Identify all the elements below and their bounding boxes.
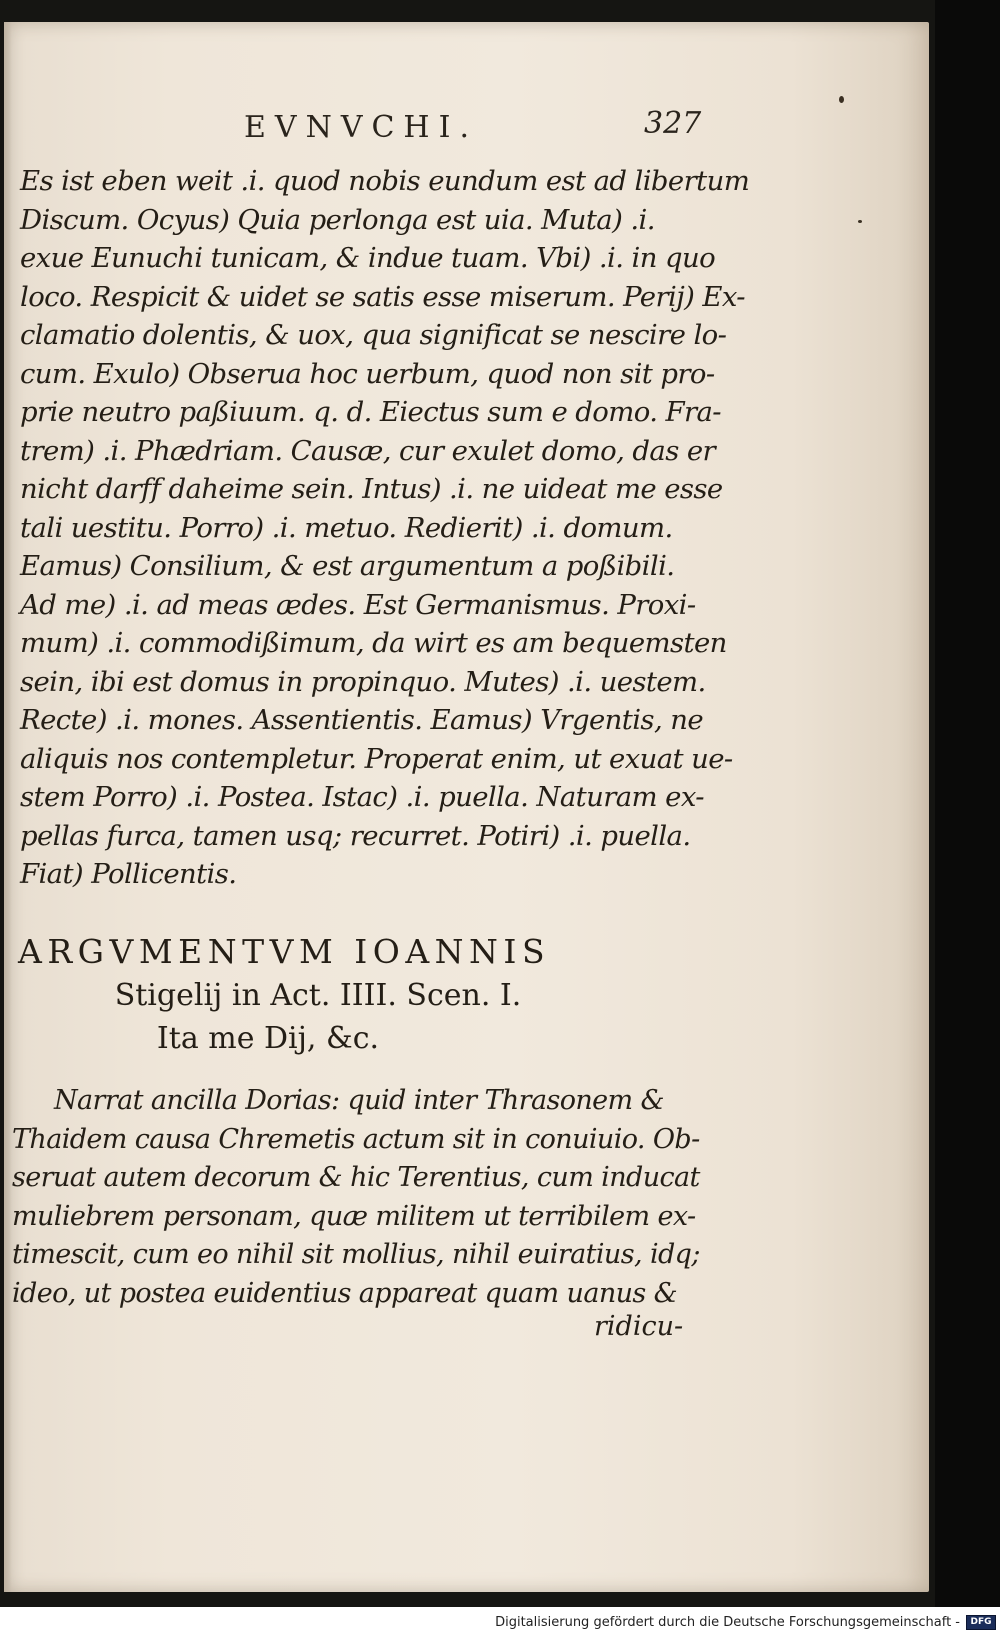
commentary-line: Eamus) Consilium, & est argumentum a poßibili. [20, 550, 675, 582]
scanner-bed-right [935, 0, 1000, 1639]
commentary-line: Fiat) Pollicentis. [20, 858, 237, 890]
paper-speck [839, 96, 844, 103]
commentary-line: prie neutro paßiuum. q. d. Eiectus sum e domo. Fra- [20, 396, 721, 428]
commentary-line: mum) .i. commodißimum, da wirt es am bequemsten [20, 627, 727, 659]
heading-title: ARGVMENTVM IOANNIS [18, 932, 551, 971]
commentary-line: sein, ibi est domus in propinquo. Mutes) .i. uestem. [20, 665, 706, 698]
commentary-line: aliquis nos contempletur. Properat enim, ut exuat ue- [20, 742, 733, 775]
commentary-line: nicht darff daheime sein. Intus) .i. ne uideat me esse [20, 473, 723, 505]
paper-speck [858, 220, 862, 223]
page-gutter-shadow [4, 22, 12, 1592]
heading-subtitle: Stigelij in Act. IIII. Scen. I. [114, 978, 522, 1013]
running-head: EVNVCHI. [244, 110, 478, 145]
argument-line: Narrat ancilla Dorias: quid inter Thrasonem & [54, 1085, 664, 1116]
section-heading [18, 930, 698, 1060]
argument-line: seruat autem decorum & hic Terentius, cum inducat [12, 1162, 700, 1193]
commentary-line: Ad me) .i. ad meas ædes. Est Germanismus. Proxi- [20, 588, 696, 621]
commentary-line: stem Porro) .i. Postea. Istac) .i. puella. Naturam ex- [20, 781, 704, 813]
commentary-line: tali uestitu. Porro) .i. metuo. Redierit) .i. domum. [20, 511, 673, 544]
commentary-block [20, 162, 750, 894]
commentary-line: Discum. Ocyus) Quia perlonga est uia. Muta) .i. [20, 203, 655, 236]
argument-block [12, 1082, 700, 1313]
catchword: ridicu- [594, 1311, 684, 1342]
dfg-logo: DFG [966, 1615, 996, 1630]
commentary-line: cum. Exulo) Obserua hoc uerbum, quod non sit pro- [20, 357, 715, 390]
commentary-line: Es ist eben weit .i. quod nobis eundum est ad libertum [20, 165, 750, 197]
commentary-line: loco. Respicit & uidet se satis esse miserum. Perij) Ex- [20, 280, 745, 313]
argument-line: muliebrem personam, quæ militem ut terribilem ex- [12, 1200, 696, 1232]
argument-line: timescit, cum eo nihil sit mollius, nihil euiratius, idq; [12, 1239, 700, 1270]
footer-credit: Digitalisierung gefördert durch die Deutsche Forschungsgemeinschaft - [495, 1615, 960, 1630]
commentary-line: exue Eunuchi tunicam, & indue tuam. Vbi) .i. in quo [20, 242, 716, 274]
argument-line: ideo, ut postea euidentius appareat quam uanus & [12, 1277, 678, 1309]
book-page [4, 22, 929, 1592]
commentary-line: Recte) .i. mones. Assentientis. Eamus) Vrgentis, ne [20, 704, 704, 736]
commentary-line: trem) .i. Phædriam. Causæ, cur exulet domo, das er [20, 434, 716, 467]
commentary-line: pellas furca, tamen usq; recurret. Potiri) .i. puella. [20, 819, 691, 852]
commentary-line: clamatio dolentis, & uox, qua significat se nescire lo- [20, 319, 727, 351]
argument-line: Thaidem causa Chremetis actum sit in conuiuio. Ob- [12, 1123, 700, 1155]
page-number: 327 [644, 106, 702, 141]
heading-incipit: Ita me Dij, &c. [156, 1021, 380, 1056]
